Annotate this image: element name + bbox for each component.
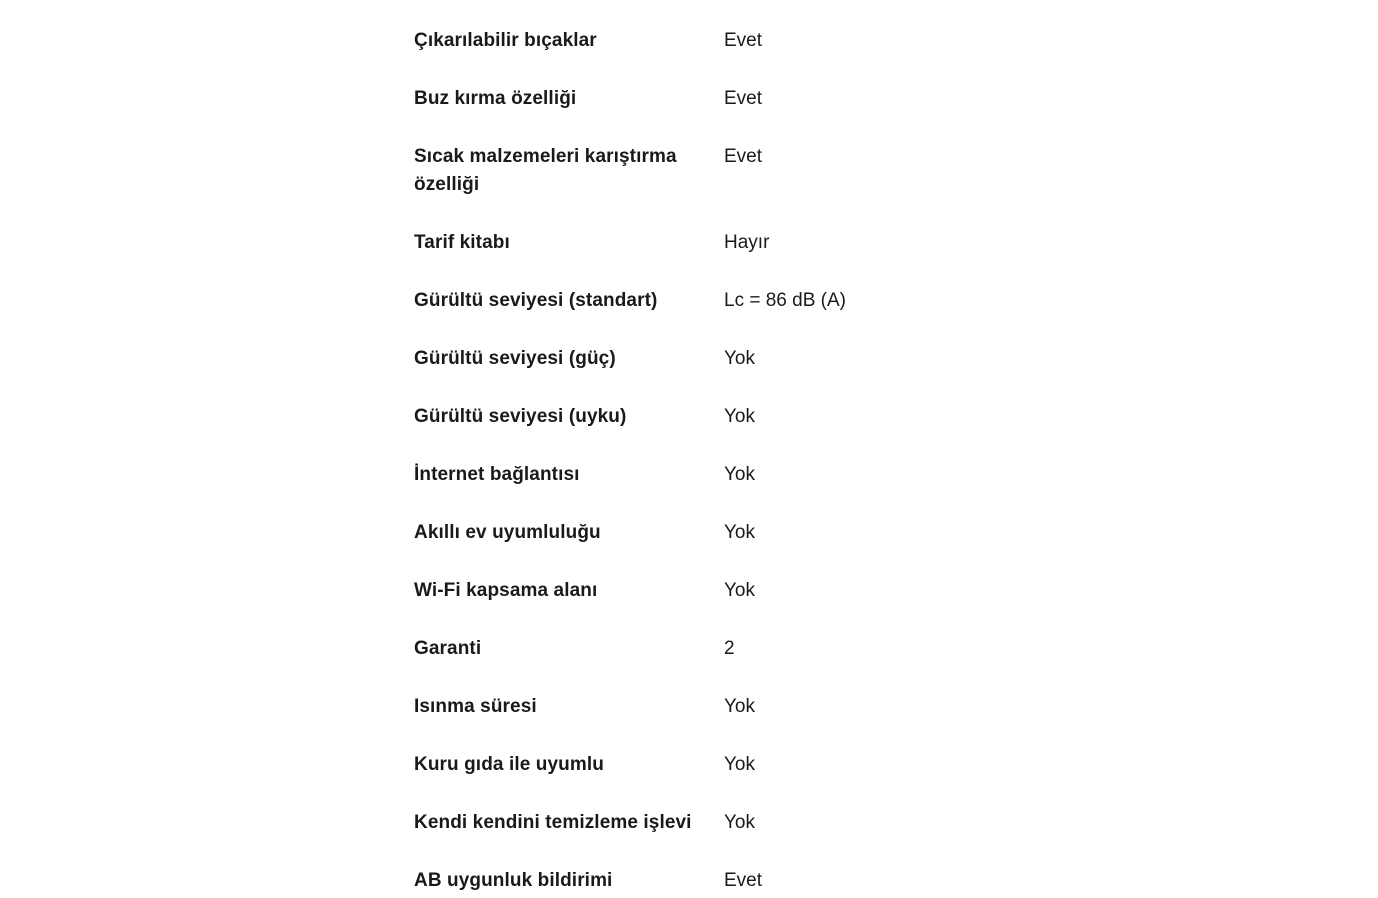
spec-row bbox=[414, 226, 974, 260]
spec-row bbox=[414, 24, 974, 58]
spec-value: Yok bbox=[724, 406, 755, 427]
spec-row bbox=[414, 400, 974, 434]
spec-value: Yok bbox=[724, 522, 755, 543]
spec-row bbox=[414, 342, 974, 376]
spec-label: Kuru gıda ile uyumlu bbox=[414, 754, 604, 775]
spec-value: Lc = 86 dB (A) bbox=[724, 290, 846, 311]
spec-label: Gürültü seviyesi (standart) bbox=[414, 290, 658, 311]
spec-row bbox=[414, 748, 974, 782]
spec-value: Evet bbox=[724, 870, 763, 891]
spec-value: Hayır bbox=[724, 232, 770, 253]
spec-label: Garanti bbox=[414, 638, 482, 659]
spec-value: Yok bbox=[724, 696, 755, 717]
spec-row bbox=[414, 140, 974, 202]
spec-row bbox=[414, 690, 974, 724]
spec-row bbox=[414, 284, 974, 318]
spec-label: Buz kırma özelliği bbox=[414, 88, 577, 109]
spec-value: Yok bbox=[724, 464, 755, 485]
spec-label: AB uygunluk bildirimi bbox=[414, 870, 613, 891]
spec-row bbox=[414, 458, 974, 492]
spec-row bbox=[414, 806, 974, 840]
spec-label: Kendi kendini temizleme işlevi bbox=[414, 812, 692, 833]
spec-label: Çıkarılabilir bıçaklar bbox=[414, 30, 597, 51]
spec-label: Tarif kitabı bbox=[414, 232, 510, 253]
spec-value: Yok bbox=[724, 580, 755, 601]
spec-row bbox=[414, 82, 974, 116]
spec-value: Yok bbox=[724, 754, 755, 775]
spec-label: Akıllı ev uyumluluğu bbox=[414, 522, 601, 543]
spec-row bbox=[414, 574, 974, 608]
spec-value: Yok bbox=[724, 812, 755, 833]
spec-label: Gürültü seviyesi (güç) bbox=[414, 348, 616, 369]
spec-label: Gürültü seviyesi (uyku) bbox=[414, 406, 627, 427]
spec-value: Evet bbox=[724, 30, 763, 51]
spec-row bbox=[414, 516, 974, 550]
specifications-table bbox=[414, 24, 974, 898]
spec-row bbox=[414, 632, 974, 666]
spec-label: Isınma süresi bbox=[414, 696, 537, 717]
spec-value: Yok bbox=[724, 348, 755, 369]
spec-label: Wi-Fi kapsama alanı bbox=[414, 580, 598, 601]
spec-row bbox=[414, 864, 974, 898]
spec-value: 2 bbox=[724, 638, 735, 659]
spec-value: Evet bbox=[724, 146, 763, 167]
spec-label: Sıcak malzemeleri karıştırma özelliği bbox=[414, 146, 677, 195]
spec-value: Evet bbox=[724, 88, 763, 109]
spec-label: İnternet bağlantısı bbox=[414, 464, 580, 485]
